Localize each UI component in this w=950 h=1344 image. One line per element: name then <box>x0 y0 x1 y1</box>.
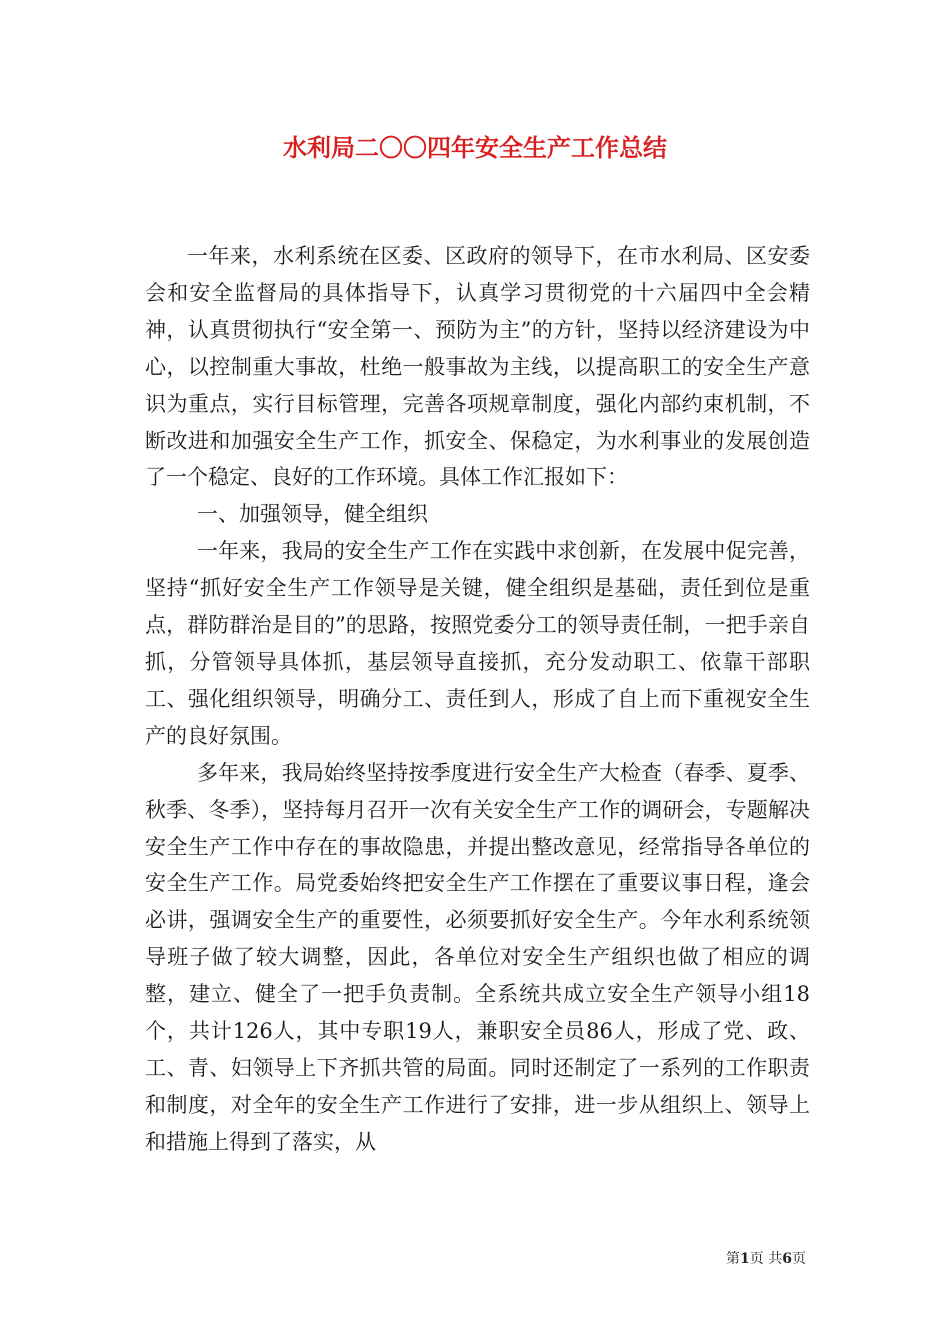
paragraph-leadership: 一年来，我局的安全生产工作在实践中求创新，在发展中促完善，坚持“抓好安全生产工作领导是关键，健全组织是基础，责任到位是重点，群防群治是目的”的思路，按照党委分工的领导责任制，一把手亲自抓，分管领导具体抓，基层领导直接抓，充分发动职工、依靠干部职工、强化组织领导，明确分工、责任到人，形成了自上而下重视安全生产的良好氛围。 <box>145 539 810 748</box>
footer-page-total: 6 <box>782 1251 792 1267</box>
footer-page-current: 1 <box>740 1251 750 1267</box>
footer-mid: 页 共 <box>749 1251 783 1267</box>
footer-prefix: 第 <box>726 1251 741 1267</box>
paragraph-inspections: 多年来，我局始终坚持按季度进行安全生产大检查（春季、夏季、秋季、冬季），坚持每月召开一次有关安全生产工作的调研会，专题解决安全生产工作中存在的事故隐患，并提出整改意见，经常指导各单位的安全生产工作。局党委始终把安全生产工作摆在了重要议事日程，逢会必讲，强调安全生产的重要性，必须要抓好安全生产。今年水利系统领导班子做了较大调整，因此，各单位对安全生产组织也做了相应的调整，建立、健全了一把手负责制。全系统共成立安全生产领导小组18个，共计126人，其中专职19人，兼职安全员86人，形成了党、政、工、青、妇领导上下齐抓共管的局面。同时还制定了一系列的工作职责和制度，对全年的安全生产工作进行了安排，进一步从组织上、领导上和措施上得到了落实，从 <box>145 760 810 1154</box>
paragraph-intro: 一年来，水利系统在区委、区政府的领导下，在市水利局、区安委会和安全监督局的具体指导下，认真学习贯彻党的十六届四中全会精神，认真贯彻执行“安全第一、预防为主”的方针，坚持以经济建设为中心，以控制重大事故，杜绝一般事故为主线，以提高职工的安全生产意识为重点，实行目标管理，完善各项规章制度，强化内部约束机制，不断改进和加强安全生产工作，抓安全、保稳定，为水利事业的发展创造了一个稳定、良好的工作环境。具体工作汇报如下： <box>145 244 810 490</box>
section-heading-1: 一、加强领导，健全组织 <box>197 502 428 527</box>
document-body <box>145 238 810 1161</box>
page-footer <box>0 1248 806 1268</box>
document-title: 水利局二〇〇四年安全生产工作总结 <box>283 133 667 162</box>
footer-suffix: 页 <box>792 1251 806 1267</box>
